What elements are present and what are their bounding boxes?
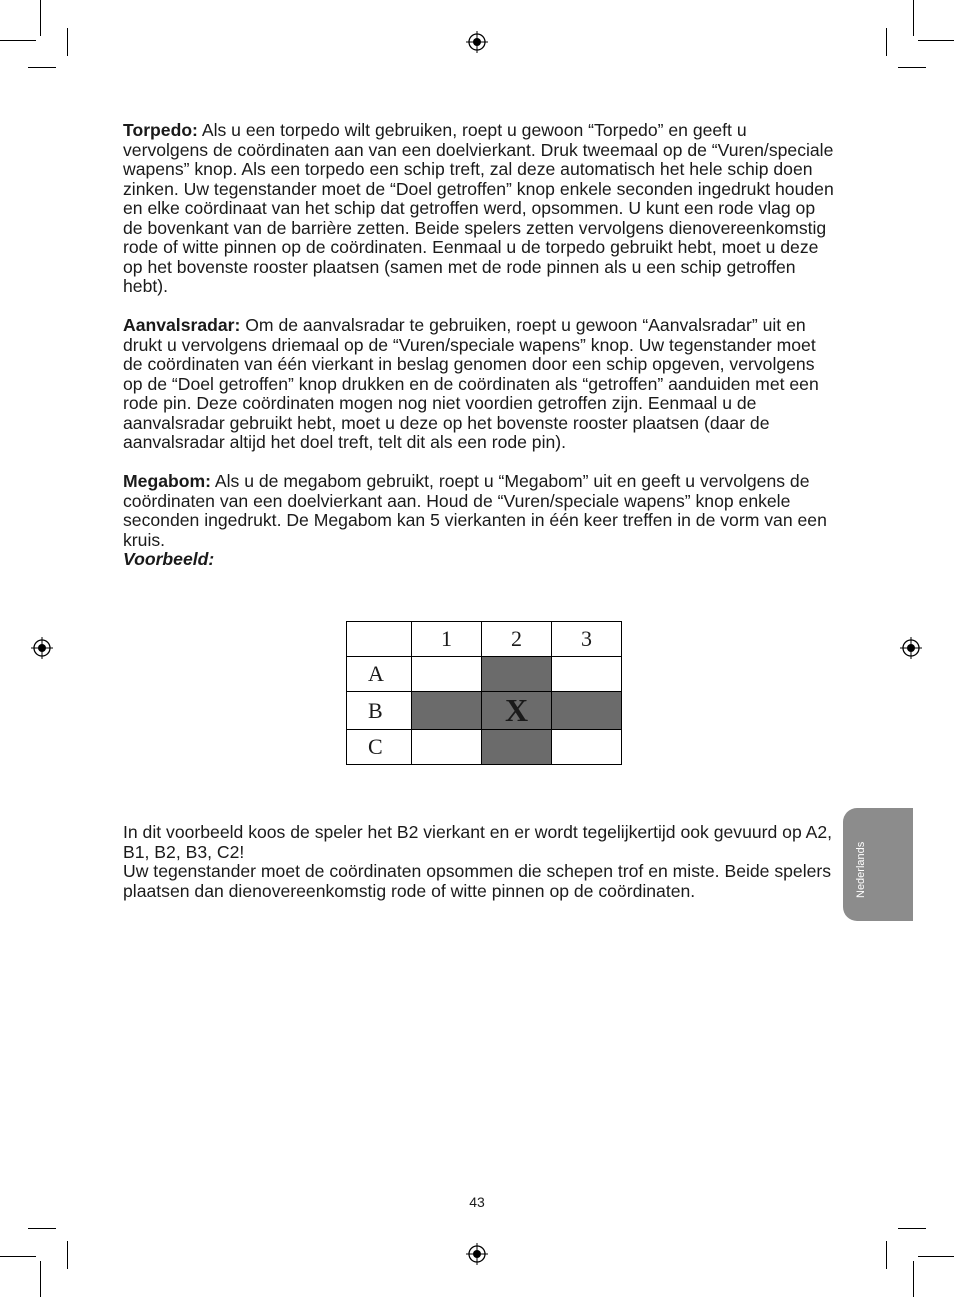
crop-mark (0, 1256, 36, 1257)
crop-mark (40, 1261, 41, 1297)
grid-cell-C1 (412, 730, 482, 765)
grid-row-header: A (347, 657, 412, 692)
registration-mark-icon (31, 637, 53, 659)
crop-mark (67, 1241, 68, 1269)
explanation-line: In dit voorbeeld koos de speler het B2 vierkant en er wordt tegelijkertijd ook gevuurd op A2, B1, B2, B3, C2! (123, 822, 833, 862)
page-number: 43 (469, 1194, 485, 1210)
section-text: Om de aanvalsradar te gebruiken, roept u gewoon “Aanvalsradar” uit en drukt u vervolgens driemaal op de “Vuren/speciale wapens” knop. Uw tegenstander moet de coördinaten van één vierkant in beslag genomen door een schip opgeven, vervolgens op de “Doel getroffen” knop drukken en de coördinaten als “getroffen” aanduiden met een rode pin. Deze coördinaten mogen nog niet voordien getroffen zijn. Eenmaal u de aanvalsradar gebruikt hebt, moet u deze op het bovenste rooster plaatsen (daar de aanvalsradar altijd het doel treft, telt dit als een rode pin). (123, 315, 819, 452)
crop-mark (918, 1256, 954, 1257)
grid-col-header: 1 (412, 622, 482, 657)
grid-cell-A3 (552, 657, 622, 692)
crop-mark (913, 1261, 914, 1297)
language-tab (843, 808, 913, 921)
crop-mark (898, 1228, 926, 1229)
grid-row-header: C (347, 730, 412, 765)
example-explanation (123, 823, 835, 901)
language-tab-label: Nederlands (855, 841, 867, 898)
grid-col-header: 3 (552, 622, 622, 657)
section-heading: Aanvalsradar: (123, 315, 241, 335)
grid-cell-A2 (482, 657, 552, 692)
crop-mark (0, 40, 36, 41)
crop-mark (898, 67, 926, 68)
registration-mark-icon (900, 637, 922, 659)
section-aanvalsradar (123, 316, 835, 453)
grid-corner-cell (347, 622, 412, 657)
crop-mark (886, 28, 887, 56)
crop-mark (40, 0, 41, 36)
crop-mark (28, 67, 56, 68)
grid-col-header: 2 (482, 622, 552, 657)
grid-header-row (347, 622, 622, 657)
grid-cell-C2 (482, 730, 552, 765)
example-grid (346, 621, 622, 765)
grid-row-header: B (347, 692, 412, 730)
grid-row (347, 692, 622, 730)
grid-row (347, 657, 622, 692)
section-text: Als u een torpedo wilt gebruiken, roept u gewoon “Torpedo” en geeft u vervolgens de coördinaten aan van een doelvierkant. Druk tweemaal op de “Vuren/speciale wapens” knop. Als een torpedo een schip treft, zal deze automatisch het hele schip doen zinken. Uw tegenstander moet de “Doel getroffen” knop enkele seconden ingedrukt houden en elke coördinaat van het schip dat getroffen werd, opsommen. U kunt een rode vlag op de bovenkant van de barrière zetten. Beide spelers zetten vervolgens dienovereenkomstig rode of witte pinnen op de coördinaten. Eenmaal u de torpedo gebruikt hebt, moet u deze op het bovenste rooster plaatsen (samen met de rode pinnen als u een schip getroffen hebt). (123, 120, 834, 296)
grid-cell-B1 (412, 692, 482, 730)
main-content (123, 121, 835, 570)
crop-mark (886, 1241, 887, 1269)
crop-mark (918, 40, 954, 41)
explanation-line: Uw tegenstander moet de coördinaten opsommen die schepen trof en miste. Beide spelers plaatsen dan dienovereenkomstig rode of witte pinnen op de coördinaten. (123, 861, 832, 901)
section-heading: Torpedo: (123, 120, 198, 140)
section-torpedo (123, 121, 835, 297)
crop-mark (28, 1228, 56, 1229)
grid-cell-B3 (552, 692, 622, 730)
grid-row (347, 730, 622, 765)
crop-mark (67, 28, 68, 56)
section-text: Als u de megabom gebruikt, roept u “Megabom” uit en geeft u vervolgens de coördinaten van een doelvierkant aan. Houd de “Vuren/speciale wapens” knop enkele seconden ingedrukt. De Megabom kan 5 vierkanten in één keer treffen in de vorm van een kruis. (123, 471, 827, 550)
grid-cell-B2: X (482, 692, 552, 730)
section-megabom (123, 472, 835, 570)
registration-mark-icon (466, 1243, 488, 1265)
example-label: Voorbeeld: (123, 549, 215, 569)
registration-mark-icon (466, 31, 488, 53)
crop-mark (913, 0, 914, 36)
grid-cell-C3 (552, 730, 622, 765)
section-heading: Megabom: (123, 471, 211, 491)
grid-cell-A1 (412, 657, 482, 692)
